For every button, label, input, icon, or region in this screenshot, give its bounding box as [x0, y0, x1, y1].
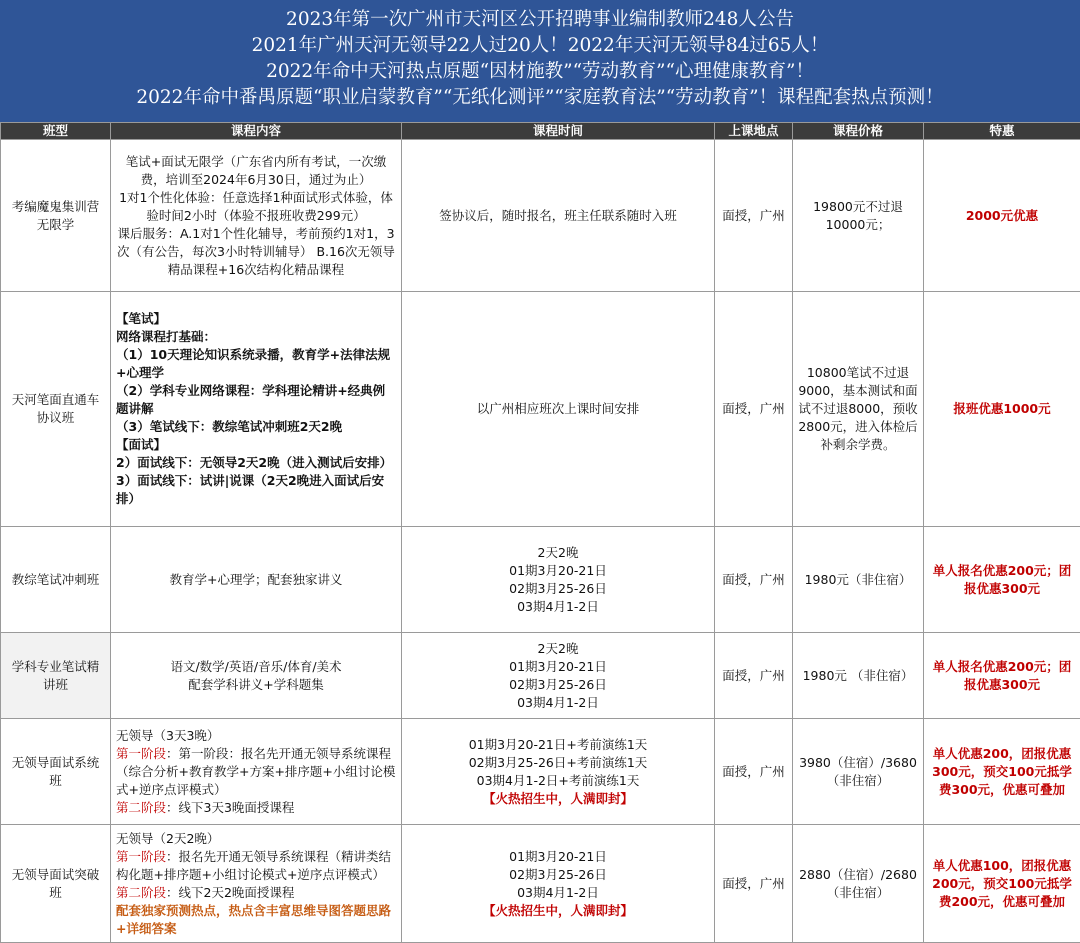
- class-type: 天河笔面直通车协议班: [1, 292, 111, 527]
- header-place: 上课地点: [715, 123, 793, 140]
- course-content: [111, 633, 402, 719]
- course-place: 面授，广州: [715, 140, 793, 292]
- time-line: 03期4月1-2日: [407, 884, 709, 902]
- course-place: 面授，广州: [715, 527, 793, 633]
- stage-label: 第一阶段: [116, 849, 166, 864]
- course-time: [402, 719, 715, 825]
- course-content: [111, 292, 402, 527]
- banner-line-4: 2022年命中番禺原题“职业启蒙教育”“无纸化测评”“家庭教育法”“劳动教育”！课程配套热点预测！: [0, 85, 1080, 111]
- content-stage-1: [116, 745, 396, 799]
- content-line: （1）10天理论知识系统录播，教育学+法律法规+心理学: [116, 346, 396, 382]
- course-discount: 单人优惠100，团报优惠200元，预交100元抵学费200元，优惠可叠加: [924, 825, 1080, 943]
- time-line: 01期3月20-21日+考前演练1天: [407, 736, 709, 754]
- course-content: [111, 719, 402, 825]
- header-price: 课程价格: [793, 123, 924, 140]
- content-line: 配套学科讲义+学科题集: [116, 676, 396, 694]
- stage-text: ：线下3天3晚面授课程: [166, 800, 294, 815]
- content-line: 课后服务：A.1对1个性化辅导，考前预约1对1，3次（有公告，每次3小时特训辅导） B.16次无领导精品课程+16次结构化精品课程: [116, 225, 396, 279]
- time-line: 03期4月1-2日: [407, 598, 709, 616]
- course-time: [402, 825, 715, 943]
- content-stage-2: [116, 799, 396, 817]
- table-header-row: [1, 123, 1080, 140]
- course-content: 教育学+心理学；配套独家讲义: [111, 527, 402, 633]
- table-row: [1, 292, 1080, 527]
- time-line: 2天2晚: [407, 544, 709, 562]
- course-place: 面授，广州: [715, 719, 793, 825]
- course-price: 2880（住宿）/2680（非住宿）: [793, 825, 924, 943]
- course-price: 3980（住宿）/3680（非住宿）: [793, 719, 924, 825]
- stage-text: ：报名先开通无领导系统课程（精讲类结构化题+排序题+小组讨论模式+逆序点评模式）: [116, 849, 391, 882]
- course-time: 签协议后，随时报名，班主任联系随时入班: [402, 140, 715, 292]
- class-type: 考编魔鬼集训营无限学: [1, 140, 111, 292]
- stage-label: 第一阶段: [116, 746, 166, 761]
- banner-line-2: 2021年广州天河无领导22人过20人！2022年天河无领导84过65人！: [0, 33, 1080, 59]
- time-line: 01期3月20-21日: [407, 658, 709, 676]
- time-line: 01期3月20-21日: [407, 848, 709, 866]
- course-time: [402, 633, 715, 719]
- table-row: [1, 527, 1080, 633]
- content-line: 【笔试】: [116, 310, 396, 328]
- content-line: 2）面试线下：无领导2天2晚（进入测试后安排）: [116, 454, 396, 472]
- course-time: 以广州相应班次上课时间安排: [402, 292, 715, 527]
- content-line: 3）面试线下：试讲|说课（2天2晚进入面试后安排）: [116, 472, 396, 508]
- course-place: 面授，广州: [715, 633, 793, 719]
- content-intro: 无领导（2天2晚）: [116, 830, 396, 848]
- time-line: 03期4月1-2日+考前演练1天: [407, 772, 709, 790]
- course-place: 面授，广州: [715, 825, 793, 943]
- time-line: 02期3月25-26日: [407, 676, 709, 694]
- time-hot-note: 【火热招生中，人满即封】: [407, 790, 709, 808]
- course-discount: 报班优惠1000元: [924, 292, 1080, 527]
- course-content: [111, 140, 402, 292]
- table-row: [1, 825, 1080, 943]
- course-time: [402, 527, 715, 633]
- content-stage-2: [116, 884, 396, 902]
- content-extra: 配套独家预测热点，热点含丰富思维导图答题思路+详细答案: [116, 902, 396, 938]
- course-discount: 单人报名优惠200元；团报优惠300元: [924, 633, 1080, 719]
- stage-text: ：第一阶段：报名先开通无领导系统课程（综合分析+教育教学+方案+排序题+小组讨论模式+逆序点评模式）: [116, 746, 395, 797]
- course-price: 1980元（非住宿）: [793, 527, 924, 633]
- banner-line-1: 2023年第一次广州市天河区公开招聘事业编制教师248人公告: [0, 7, 1080, 33]
- time-line: 03期4月1-2日: [407, 694, 709, 712]
- table-row: [1, 633, 1080, 719]
- course-table: [0, 122, 1080, 943]
- class-type: 无领导面试系统班: [1, 719, 111, 825]
- content-line: 语文/数学/英语/音乐/体育/美术: [116, 658, 396, 676]
- course-content: [111, 825, 402, 943]
- header-content: 课程内容: [111, 123, 402, 140]
- content-line: 1对1个性化体验：任意选择1种面试形式体验，体验时间2小时（体验不报班收费299元）: [116, 189, 396, 225]
- header-type: 班型: [1, 123, 111, 140]
- class-type: 学科专业笔试精讲班: [1, 633, 111, 719]
- header-time: 课程时间: [402, 123, 715, 140]
- time-line: 02期3月25-26日: [407, 580, 709, 598]
- content-line: （2）学科专业网络课程：学科理论精讲+经典例题讲解: [116, 382, 396, 418]
- banner-line-3: 2022年命中天河热点原题“因材施教”“劳动教育”“心理健康教育”！: [0, 59, 1080, 85]
- announcement-banner: [0, 0, 1080, 122]
- course-price: 1980元 （非住宿）: [793, 633, 924, 719]
- table-row: [1, 719, 1080, 825]
- time-line: 02期3月25-26日+考前演练1天: [407, 754, 709, 772]
- class-type: 教综笔试冲刺班: [1, 527, 111, 633]
- stage-text: ：线下2天2晚面授课程: [166, 885, 294, 900]
- course-discount: 单人优惠200，团报优惠300元，预交100元抵学费300元，优惠可叠加: [924, 719, 1080, 825]
- content-intro: 无领导（3天3晚）: [116, 727, 396, 745]
- time-hot-note: 【火热招生中，人满即封】: [407, 902, 709, 920]
- course-place: 面授，广州: [715, 292, 793, 527]
- content-line: （3）笔试线下：教综笔试冲刺班2天2晚: [116, 418, 396, 436]
- content-line: 笔试+面试无限学（广东省内所有考试，一次缴费，培训至2024年6月30日，通过为止）: [116, 153, 396, 189]
- course-discount: 单人报名优惠200元；团报优惠300元: [924, 527, 1080, 633]
- stage-label: 第二阶段: [116, 885, 166, 900]
- content-line: 网络课程打基础：: [116, 328, 396, 346]
- header-discount: 特惠: [924, 123, 1080, 140]
- course-price: 10800笔试不过退9000，基本测试和面试不过退8000，预收2800元，进入体检后补剩余学费。: [793, 292, 924, 527]
- course-price: 19800元不过退10000元；: [793, 140, 924, 292]
- class-type: 无领导面试突破班: [1, 825, 111, 943]
- time-line: 02期3月25-26日: [407, 866, 709, 884]
- course-discount: 2000元优惠: [924, 140, 1080, 292]
- time-line: 01期3月20-21日: [407, 562, 709, 580]
- content-stage-1: [116, 848, 396, 884]
- stage-label: 第二阶段: [116, 800, 166, 815]
- content-line: 【面试】: [116, 436, 396, 454]
- time-line: 2天2晚: [407, 640, 709, 658]
- table-row: [1, 140, 1080, 292]
